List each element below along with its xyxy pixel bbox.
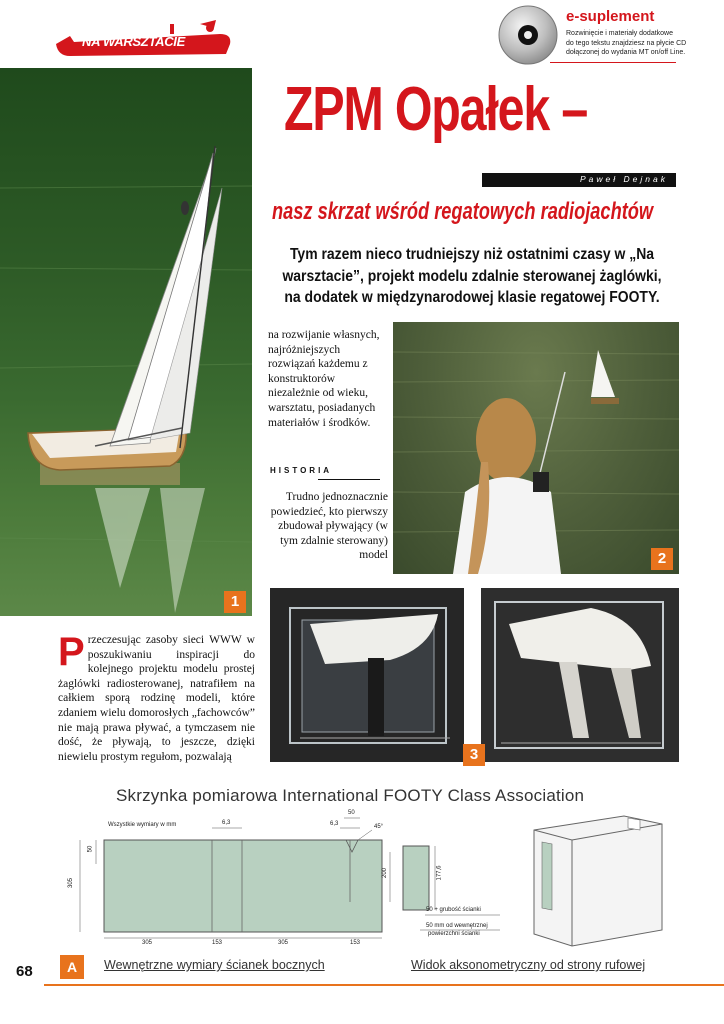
cd-disc-icon [497,4,559,66]
paragraph: na rozwijanie własnych, najróżniejszych rozwiązań każdemu z konstruktorów niezależnie od wieku, warsztatu, posiadanych materiałów i środków. [268,329,380,429]
photo-measurement-box-angle [481,588,679,762]
esuplement-line: dołączonej do wydania MT on/off Line. [566,49,686,56]
axonometric-box-drawing [528,810,668,950]
photo-girl-remote [393,322,679,574]
diagram-caption-right: Widok aksonometryczny od strony rufowej [411,958,646,972]
photo-number-badge: 1 [224,591,246,613]
esuplement-description [566,29,716,58]
dimension-label: 305 [142,940,153,946]
esuplement-line: do tego tekstu znajdziesz na płycie CD [566,39,687,47]
diagram-caption-left: Wewnętrzne wymiary ścianek bocznych [104,958,325,972]
page-number: 68 [16,963,33,980]
photo-number-badge: 2 [651,548,673,570]
author-name: Paweł Dejnak [580,174,668,184]
dimension-label: 50 [87,845,94,853]
paragraph: rzeczesując zasoby sieci WWW w poszukiwaniu inspiracji do kolejnego projektu modelu prostej żaglówki radiosterowanej, natrafiłem na całkiem sporą rodzinę modeli, które zdaniem wielu domorosłych „fachowców” nie mają prawa pływać, a tymczasem nie dość, że pływają, to jeszcze, dzięki niewielu prostym regułom, pozwalają [58,634,255,763]
dimension-note: powierzchni ścianki [428,931,480,937]
dimension-label: 50 [348,810,355,816]
dimension-label: 200 [382,867,389,879]
dimension-label: 177,6 [436,865,443,881]
footer-rule [44,984,724,986]
section-label: NA WARSZTACIE [82,34,185,49]
dimension-label: 153 [350,940,361,946]
esuplement-title: e-suplement [566,8,655,25]
dimension-label: 305 [278,940,289,946]
article-title: ZPM Opałek – [284,75,588,144]
drop-cap: P [58,630,85,674]
side-wall-drawing [60,812,520,952]
dimension-label: 45° [374,824,384,830]
photo-sailboat [0,68,252,616]
dimension-label: 6,3 [222,820,231,826]
photo-number-badge: 3 [463,744,485,766]
dimension-label: 305 [68,877,75,889]
photo-measurement-box-side [270,588,464,762]
esuplement-line: Rozwinięcie i materiały dodatkowe [566,30,673,37]
article-subtitle: nasz skrzat wśród regatowych radiojachtów [272,198,654,225]
dimension-note: Wszystkie wymiary w mm [108,822,177,828]
dimension-note: 50 mm od wewnętrznej [426,923,488,929]
section-heading-rule [318,479,380,480]
diagram-title: Skrzynka pomiarowa International FOOTY Class Association [116,786,585,805]
section-letter-badge: A [60,955,84,979]
header-rule [550,62,676,63]
dimension-label: 6,3 [330,821,339,827]
dimension-label: 153 [212,940,223,946]
section-heading: HISTORIA [270,466,333,475]
mid-column-text-2 [268,490,388,563]
article-lead: Tym razem nieco trudniejszy niż ostatnimi czasy w „Na warsztacie”, projekt modelu zdalnie sterowanej żaglówki, na dodatek w międzynarodowej klasie regatowej FOOTY. [282,246,662,306]
mid-column-text [268,328,388,430]
left-column-text [58,630,255,764]
paragraph: Trudno jednoznacznie powiedzieć, kto pierwszy zbudował pływający (w tym zdalnie sterowany) model [270,491,388,562]
dimension-note: 50 + grubość ścianki [426,907,481,913]
